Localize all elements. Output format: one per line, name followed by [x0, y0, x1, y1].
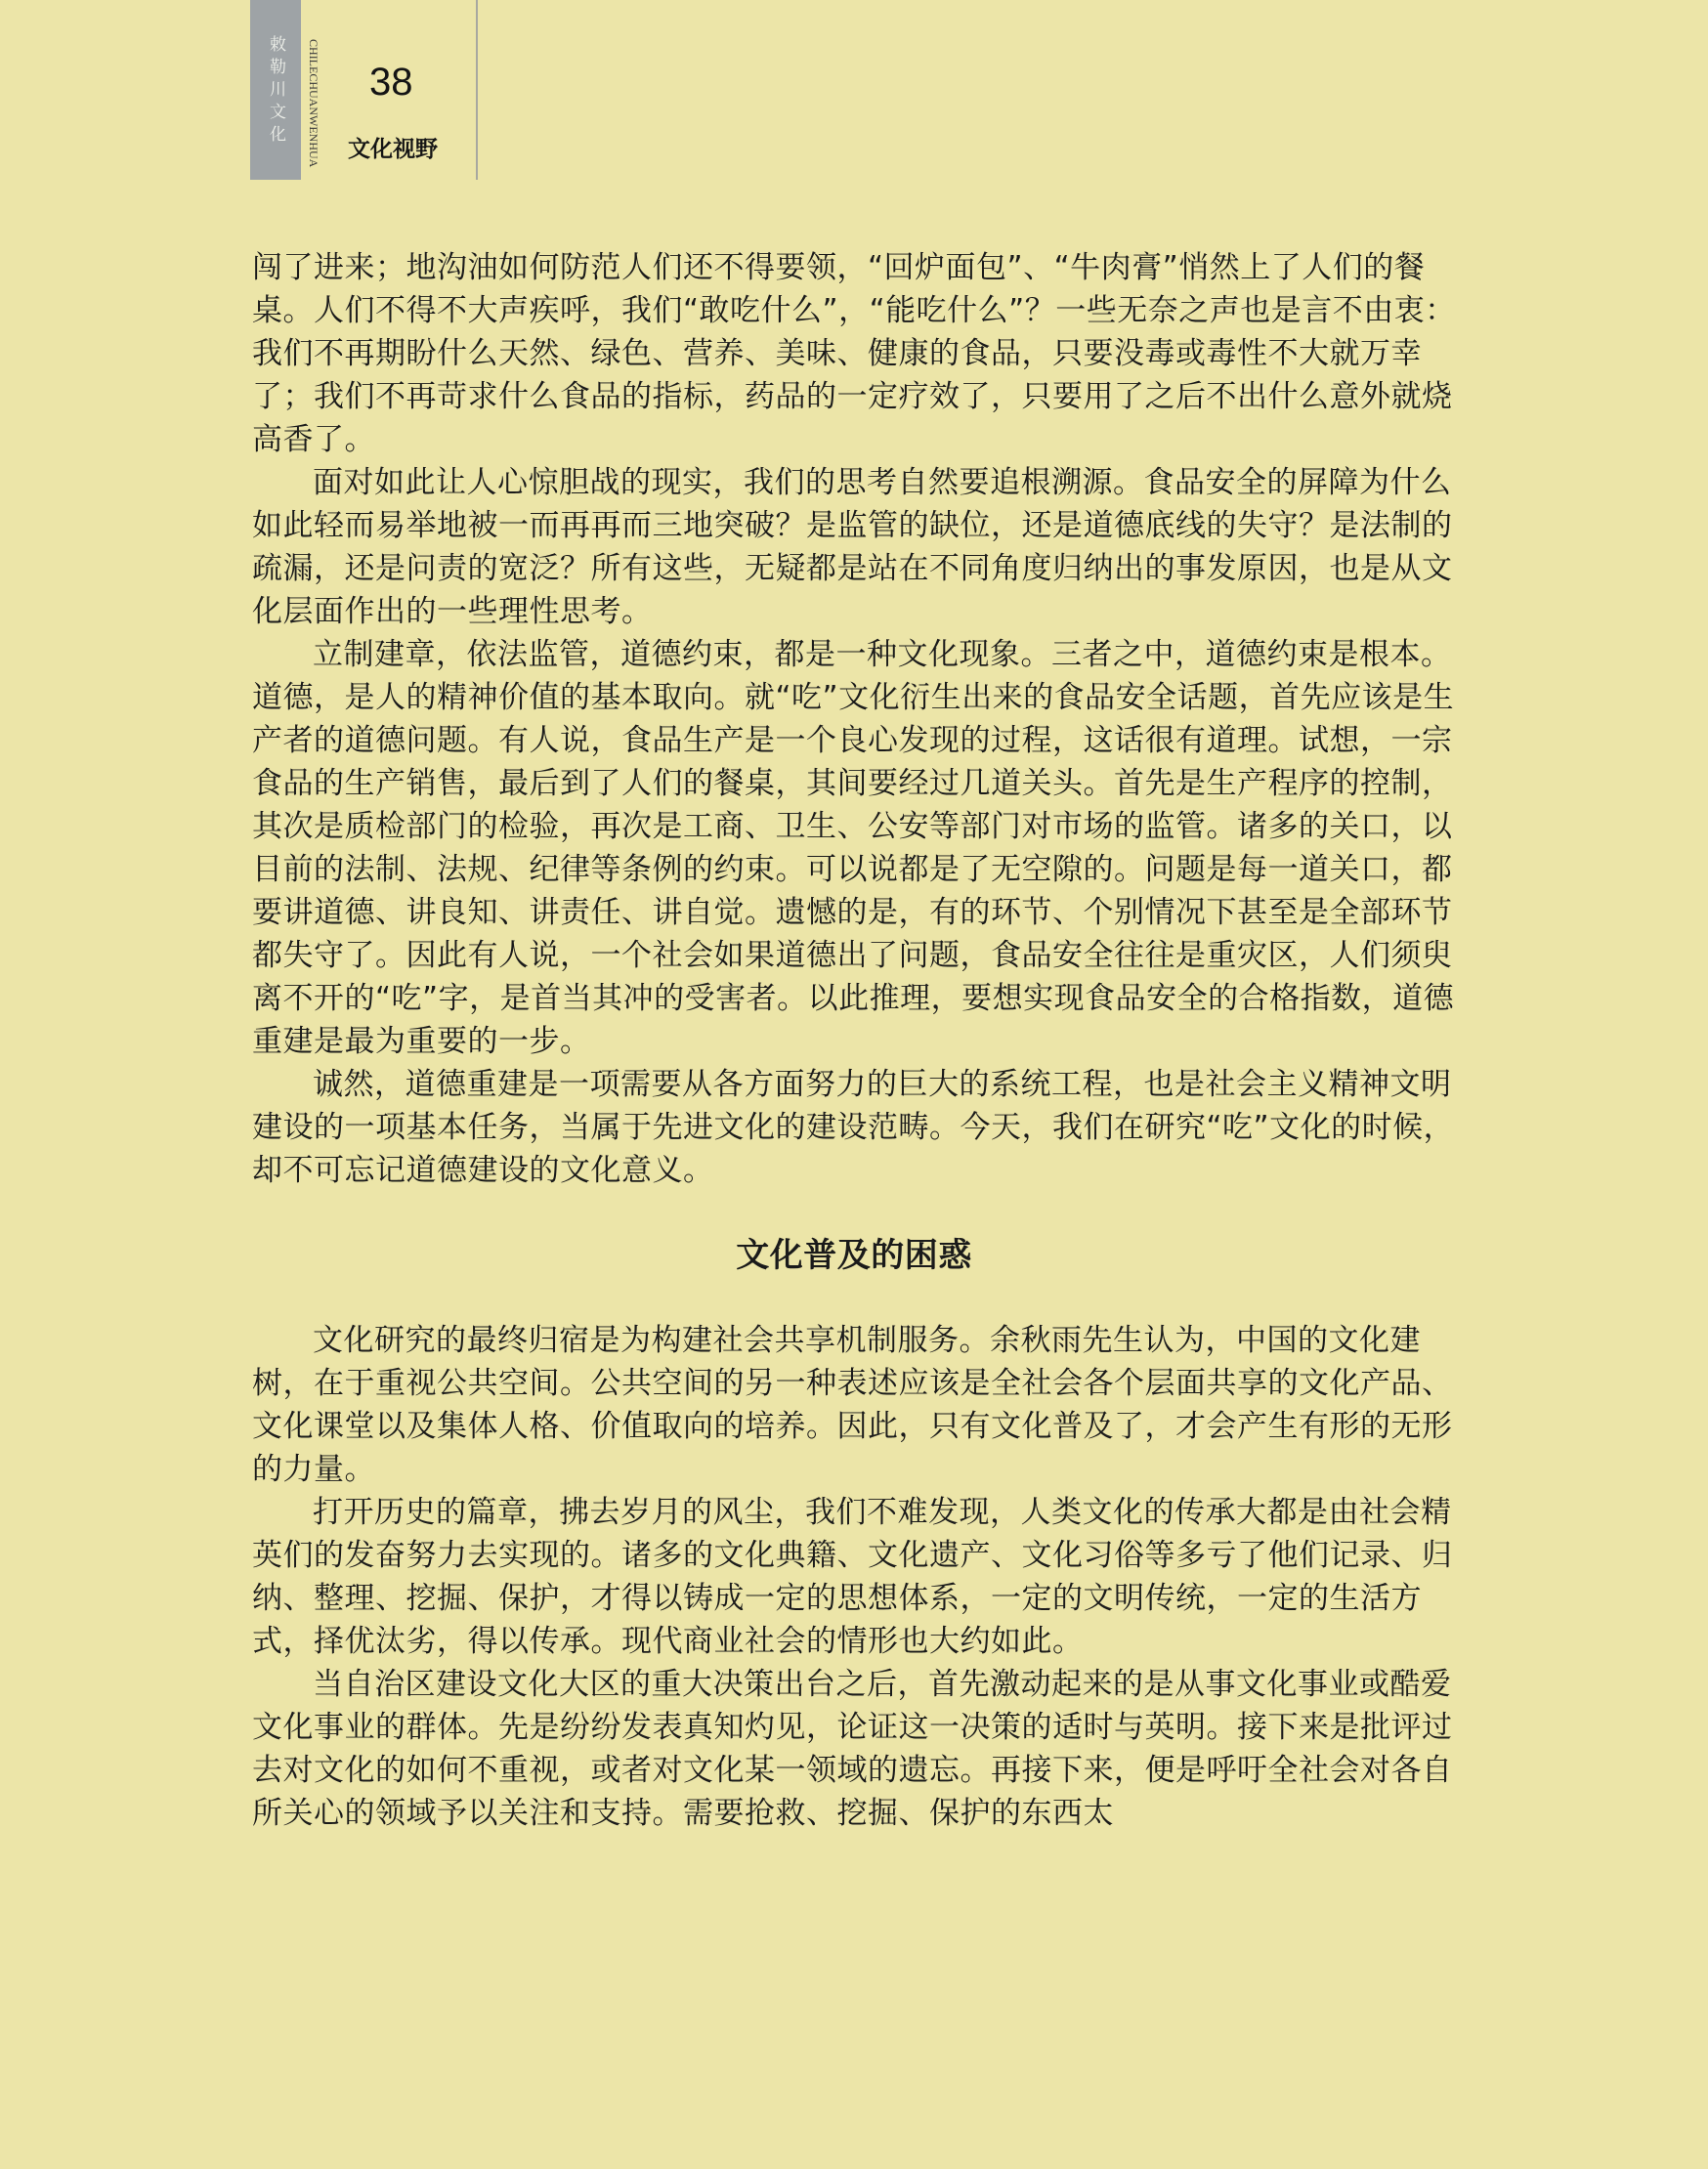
- paragraph: 闯了进来；地沟油如何防范人们还不得要领，“回炉面包”、“牛肉膏”悄然上了人们的餐桌。人们不得不大声疾呼，我们“敢吃什么”，“能吃什么”？一些无奈之声也是言不由衷：我们不再期盼什么天然、绿色、营养、美味、健康的食品，只要没毒或毒性不大就万幸了；我们不再苛求什么食品的指标，药品的一定疗效了，只要用了之后不出什么意外就烧高香了。: [252, 250, 1456, 457]
- paragraph: 打开历史的篇章，拂去岁月的风尘，我们不难发现，人类文化的传承大都是由社会精英们的发奋努力去实现的。诸多的文化典籍、文化遗产、文化习俗等多亏了他们记录、归纳、整理、挖掘、保护，才得以铸成一定的思想体系，一定的文明传统，一定的生活方式，择优汰劣，得以传承。现代商业社会的情形也大约如此。: [252, 1495, 1453, 1659]
- page-number: 38: [369, 61, 413, 104]
- paragraph: 当自治区建设文化大区的重大决策出台之后，首先激动起来的是从事文化事业或酷爱文化事业的群体。先是纷纷发表真知灼见，论证这一决策的适时与英明。接下来是批评过去对文化的如何不重视，或者对文化某一领域的遗忘。再接下来，便是呼吁全社会对各自所关心的领域予以关注和支持。需要抢救、挖掘、保护的东西太: [252, 1667, 1453, 1831]
- paragraph: 立制建章，依法监管，道德约束，都是一种文化现象。三者之中，道德约束是根本。道德，是人的精神价值的基本取向。就“吃”文化衍生出来的食品安全话题，首先应该是生产者的道德问题。有人说，食品生产是一个良心发现的过程，这话很有道理。试想，一宗食品的生产销售，最后到了人们的餐桌，其间要经过几道关头。首先是生产程序的控制，其次是质检部门的检验，再次是工商、卫生、公安等部门对市场的监管。诸多的关口，以目前的法制、法规、纪律等条例的约束。可以说都是了无空隙的。问题是每一道关口，都要讲道德、讲良知、讲责任、讲自觉。遗憾的是，有的环节、个别情况下甚至是全部环节都失守了。因此有人说，一个社会如果道德出了问题，食品安全往往是重灾区，人们须臾离不开的“吃”字，是首当其冲的受害者。以此推理，要想实现食品安全的合格指数，道德重建是最为重要的一步。: [252, 637, 1455, 1059]
- magazine-pinyin: CHILECHUANWENHUA: [307, 39, 320, 168]
- magazine-brand: 敕勒川文化: [266, 35, 285, 148]
- paragraph: 面对如此让人心惊胆战的现实，我们的思考自然要追根溯源。食品安全的屏障为什么如此轻而易举地被一而再再而三地突破？是监管的缺位，还是道德底线的失守？是法制的疏漏，还是问责的宽泛？所有这些，无疑都是站在不同角度归纳出的事发原因，也是从文化层面作出的一些理性思考。: [252, 465, 1453, 629]
- brand-strip: [250, 0, 301, 180]
- paragraph: 诚然，道德重建是一项需要从各方面努力的巨大的系统工程，也是社会主义精神文明建设的一项基本任务，当属于先进文化的建设范畴。今天，我们在研究“吃”文化的时候，却不可忘记道德建设的文化意义。: [252, 1067, 1455, 1188]
- page-header: [250, 0, 478, 180]
- section-label: 文化视野: [348, 137, 438, 162]
- article-body: [252, 246, 1456, 1835]
- section-heading: 文化普及的困惑: [736, 1236, 972, 1275]
- paragraph: 文化研究的最终归宿是为构建社会共享机制服务。余秋雨先生认为，中国的文化建树，在于重视公共空间。公共空间的另一种表述应该是全社会各个层面共享的文化产品、文化课堂以及集体人格、价值取向的培养。因此，只有文化普及了，才会产生有形的无形的力量。: [252, 1323, 1453, 1487]
